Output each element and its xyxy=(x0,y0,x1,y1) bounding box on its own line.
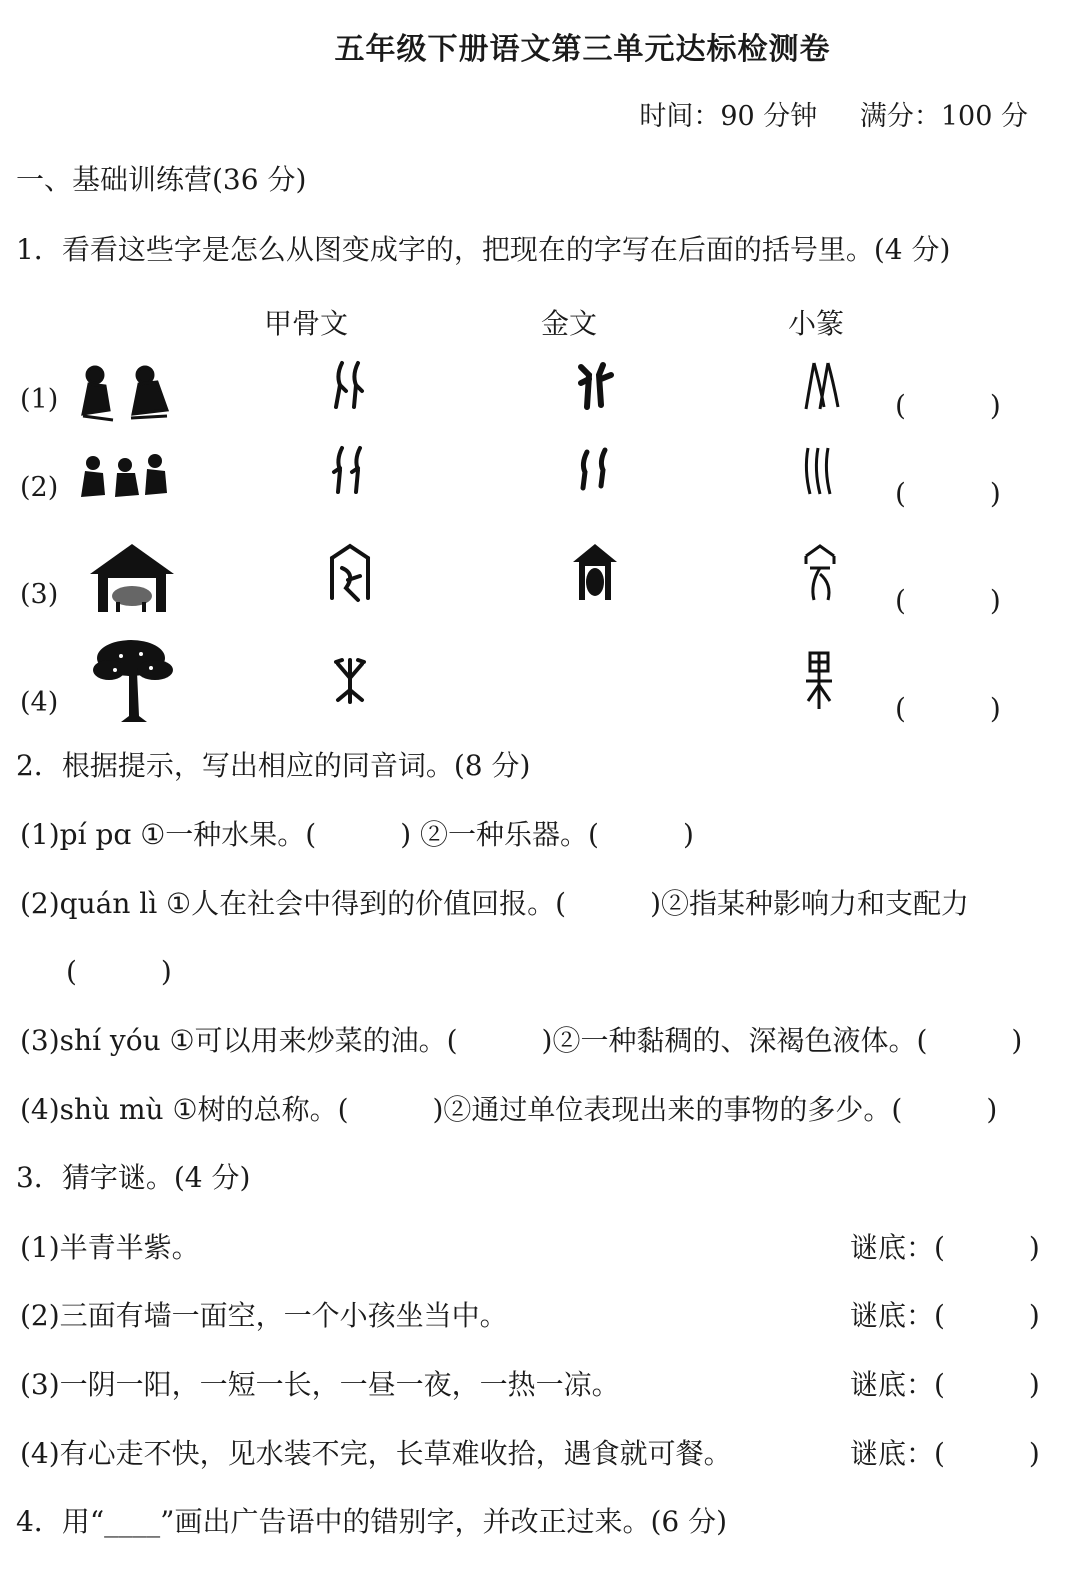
seal-glyph-1 xyxy=(770,355,870,415)
question-1-prompt: 1．看看这些字是怎么从图变成字的，把现在的字写在后面的括号里。(4 分) xyxy=(16,233,951,266)
seal-glyph-2 xyxy=(770,440,870,500)
oracle-glyph-4 xyxy=(300,650,400,710)
answer-blank-1[interactable]: ( ) xyxy=(895,389,1001,422)
q2-item-4: (4)shù mù ①树的总称。( )②通过单位表现出来的事物的多少。( ) xyxy=(20,1093,998,1126)
section-heading: 一、基础训练营(36 分) xyxy=(16,163,307,196)
answer-blank-2[interactable]: ( ) xyxy=(895,477,1001,510)
answer-blank-3[interactable]: ( ) xyxy=(895,584,1001,617)
riddle-4: (4)有心走不快，见水装不完，长草难收拾，遇食就可餐。 xyxy=(20,1437,732,1470)
riddle-1: (1)半青半紫。 xyxy=(20,1231,200,1264)
q2-item-2-blank[interactable]: ( ) xyxy=(66,955,172,988)
q2-item-2: (2)quán lì ①人在社会中得到的价值回报。( )②指某种影响力和支配力 xyxy=(20,887,970,920)
question-4-prompt: 4．用“____”画出广告语中的错别字，并改正过来。(6 分) xyxy=(16,1505,728,1538)
bronze-glyph-3 xyxy=(545,540,645,610)
time-limit: 时间：90 分钟 xyxy=(639,101,818,132)
riddle-2: (2)三面有墙一面空，一个小孩坐当中。 xyxy=(20,1299,508,1332)
oracle-glyph-1 xyxy=(300,355,400,415)
column-header-bronze: 金文 xyxy=(541,307,598,340)
column-header-oracle: 甲骨文 xyxy=(264,307,349,340)
row-label-3: (3) xyxy=(20,579,59,610)
riddle-answer-1[interactable]: 谜底：( ) xyxy=(850,1231,1040,1264)
riddle-answer-2[interactable]: 谜底：( ) xyxy=(850,1299,1040,1332)
seal-glyph-4 xyxy=(770,645,870,715)
answer-blank-4[interactable]: ( ) xyxy=(895,692,1001,725)
pictograph-house-with-pig xyxy=(82,535,182,625)
bronze-glyph-1 xyxy=(545,355,645,415)
full-score: 满分：100 分 xyxy=(859,101,1028,132)
pictograph-two-people-standing xyxy=(75,350,175,440)
exam-meta xyxy=(605,94,1028,133)
column-header-seal: 小篆 xyxy=(788,307,845,340)
oracle-glyph-3 xyxy=(300,540,400,610)
question-3-prompt: 3．猜字谜。(4 分) xyxy=(16,1161,251,1194)
row-label-1: (1) xyxy=(20,384,59,415)
pictograph-people-group xyxy=(75,436,175,526)
row-label-2: (2) xyxy=(20,472,59,503)
bronze-glyph-2 xyxy=(545,440,645,500)
question-2-prompt: 2．根据提示，写出相应的同音词。(8 分) xyxy=(16,749,531,782)
q2-item-3: (3)shí yóu ①可以用来炒菜的油。( )②一种黏稠的、深褐色液体。( ) xyxy=(20,1024,1023,1057)
riddle-answer-3[interactable]: 谜底：( ) xyxy=(850,1368,1040,1401)
seal-glyph-3 xyxy=(770,540,870,610)
row-label-4: (4) xyxy=(20,687,59,718)
oracle-glyph-2 xyxy=(300,440,400,500)
page-title: 五年级下册语文第三单元达标检测卷 xyxy=(334,32,831,67)
q2-item-1: (1)pí pɑ ①一种水果。( ) ②一种乐器。( ) xyxy=(20,818,694,851)
riddle-answer-4[interactable]: 谜底：( ) xyxy=(850,1437,1040,1470)
pictograph-tree xyxy=(85,636,185,726)
riddle-3: (3)一阴一阳，一短一长，一昼一夜，一热一凉。 xyxy=(20,1368,620,1401)
